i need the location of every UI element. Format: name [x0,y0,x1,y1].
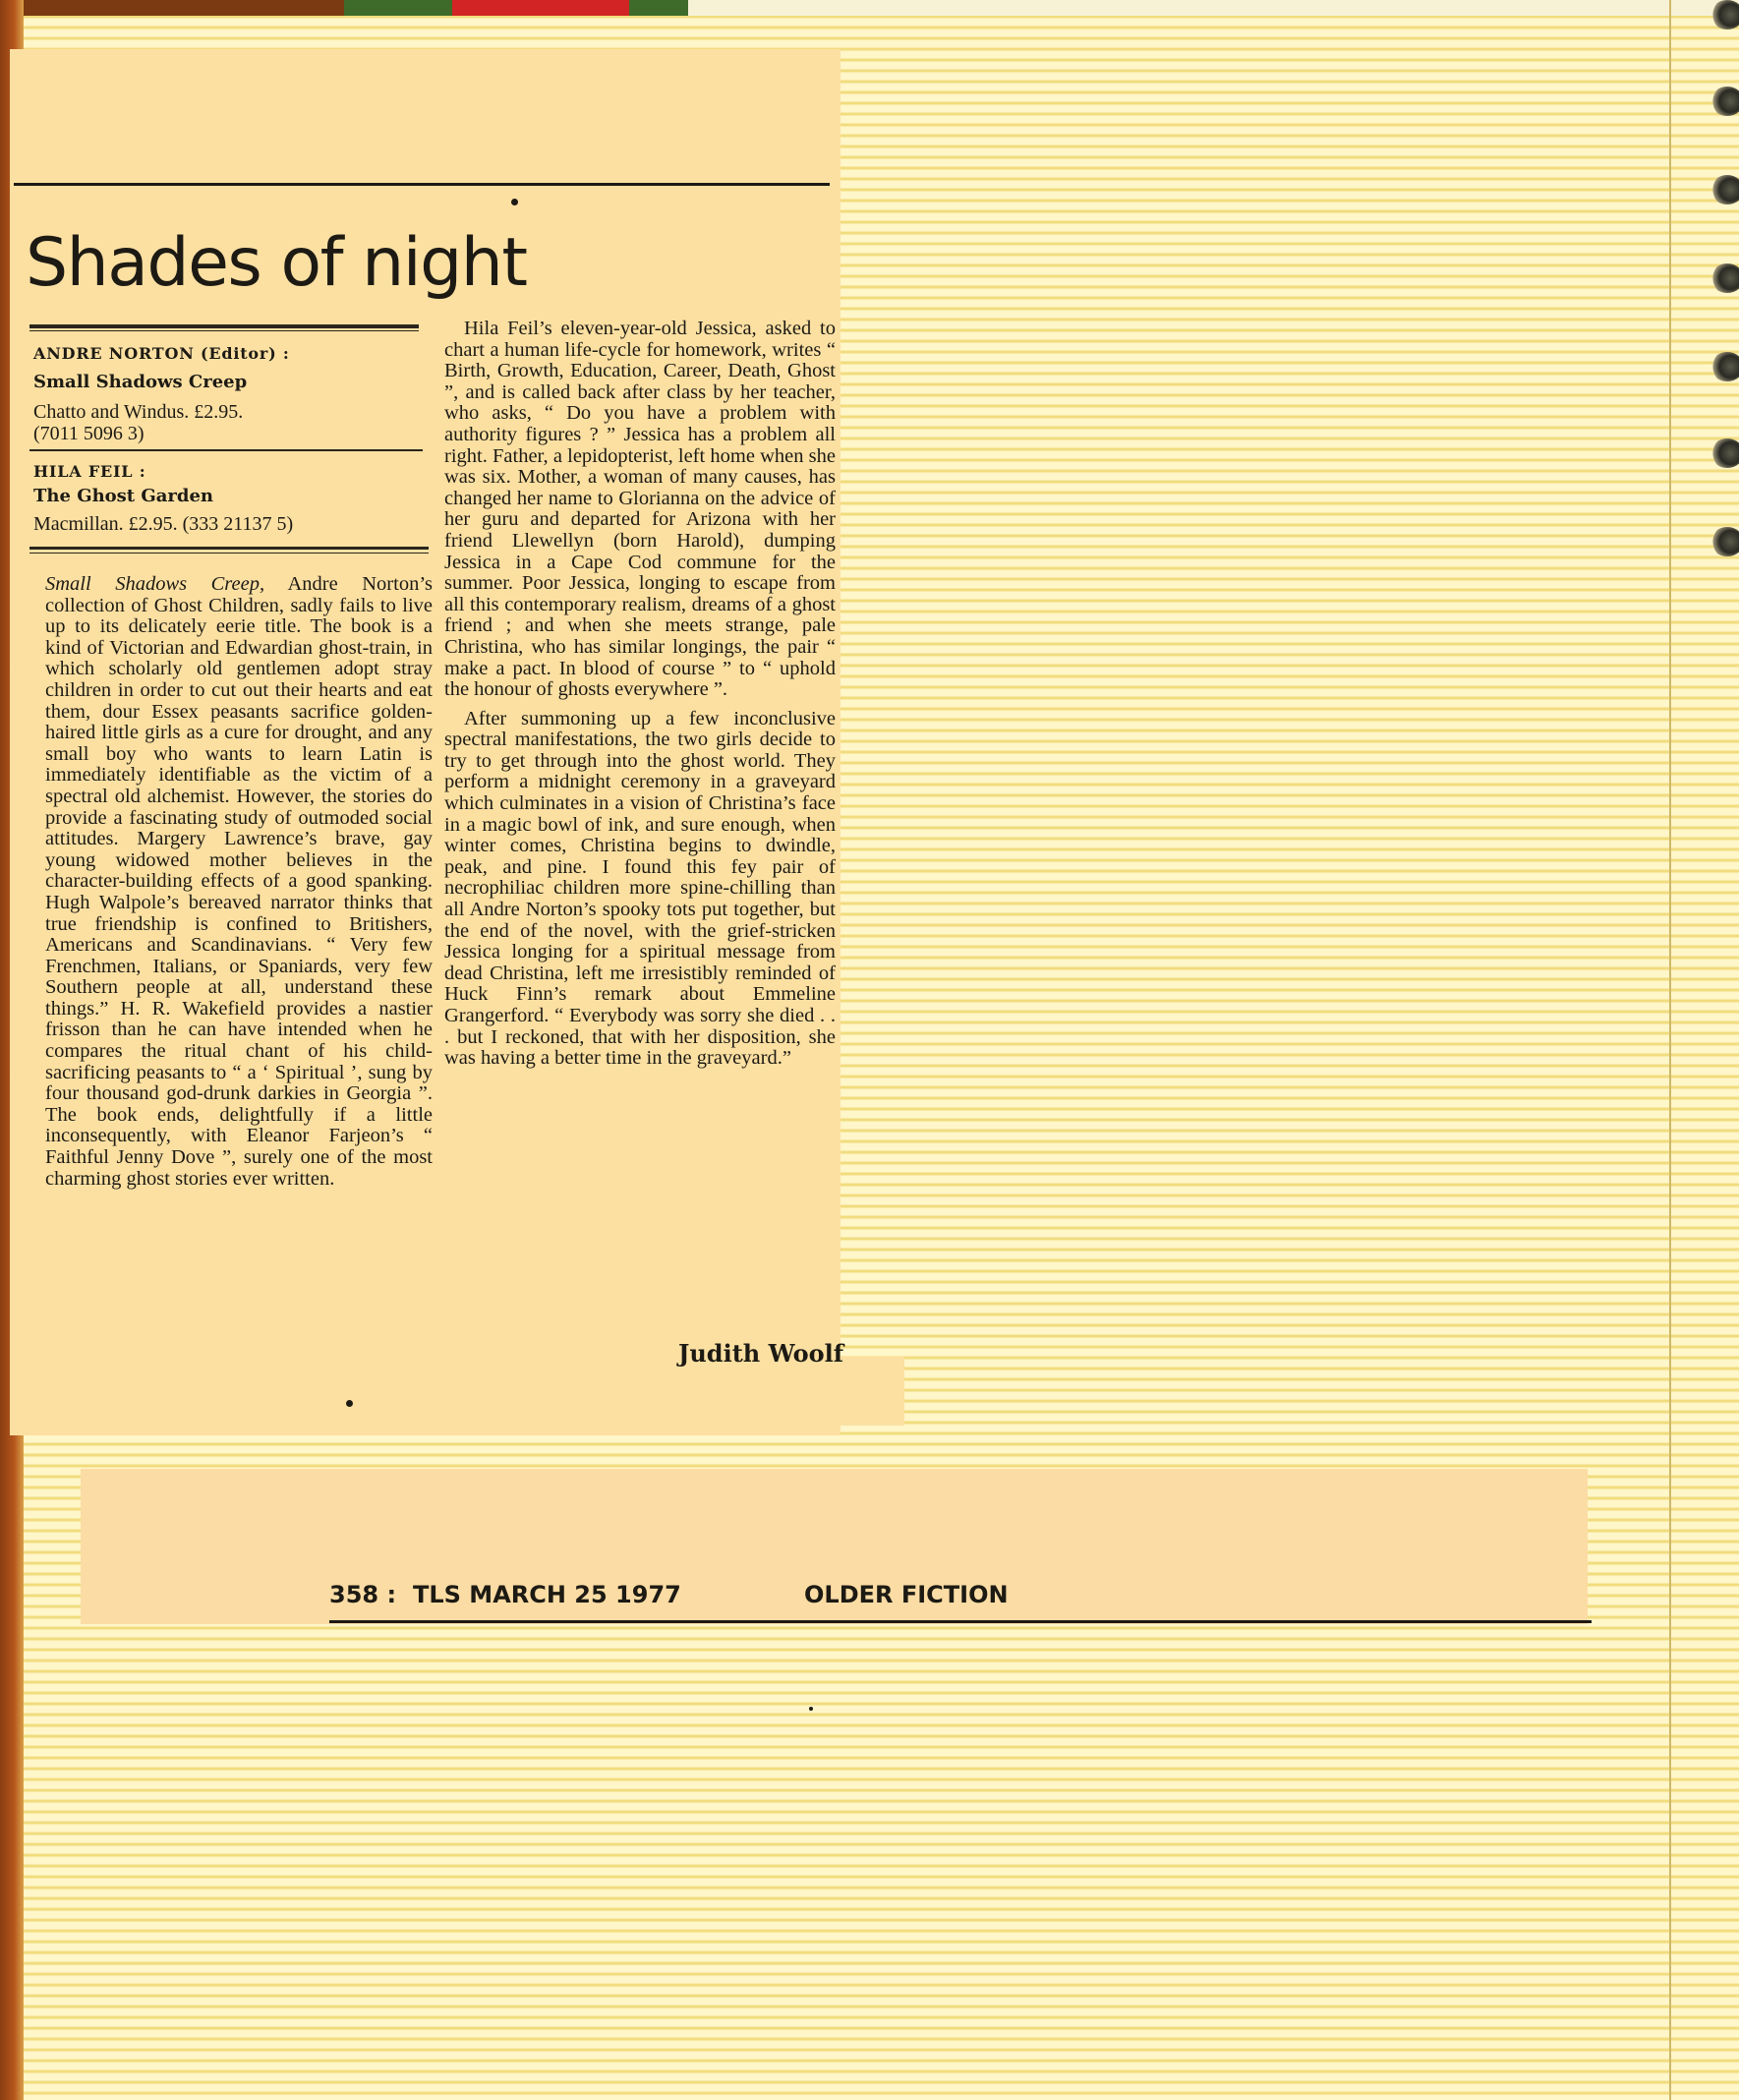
lead-book-title: Small Shadows Creep, [45,573,265,595]
bib-rule-bottom [29,547,429,550]
column-2 [444,319,836,1070]
top-edge-strip [0,0,1739,16]
bib-rule-middle [29,449,423,451]
binder-ring-icon [1710,352,1739,381]
column-1-text: Andre Norton’s collection of Ghost Children, sadly fails to live up to its delicately eerie title. The book is a kind of Victorian and Edwardian ghost-train, in which scholarly old gentlemen adopt stray children in order to cut out their hearts and eat them, dour Essex peasants sacrifice golden-haired little girls as a cure for drought, and any small boy who wants to learn Latin is immediately identifiable as the victim of a spectral old alchemist. However, the stories do provide a fascinating study of outmoded social attitudes. Margery Lawrence’s brave, gay young widowed mother believes in the character-building effects of a good spanking. Hugh Walpole’s bereaved narrator thinks that true friendship is confined to Britishers, Americans and Scandinavians. “ Very few Frenchmen, Italians, or Spaniards, very few Southern people at all, understand these things.” H. R. Wakefield provides a nastier frisson than he can have intended when he compares the ritual chant of his child-sacrificing peasants to “ a ‘ Spiritual ’, sung by four thousand god-drunk darkies in Georgia ”. The book ends, delightfully if a little inconsequently, with Eleanor Farjeon’s “ Faithful Jenny Dove ”, surely one of the most charming ghost stories ever written. [45,573,433,1190]
binder-ring-icon [1710,263,1739,293]
book1-title: Small Shadows Creep [33,372,248,392]
book2-publisher: Macmillan. £2.95. (333 21137 5) [33,513,294,535]
book2-author: HILA FEIL : [33,462,146,481]
book1-isbn: (7011 5096 3) [33,423,145,444]
footer-rule [329,1620,1592,1623]
bib-rule-bottom-thin [29,553,429,554]
byline: Judith Woolf [678,1339,844,1368]
ink-speck [809,1707,813,1711]
binder-ring-icon [1710,175,1739,204]
book1-publisher: Chatto and Windus. £2.95. [33,401,244,423]
binder-ring-icon [1710,87,1739,116]
column-1-paragraph [45,574,433,1190]
publication-date: TLS MARCH 25 1977 [413,1581,681,1608]
binder-ring-icon [1710,438,1739,468]
column-2-paragraph-2: After summoning up a few inconclusive spectral manifestations, the two girls decide to try to get through into the ghost world. They perform a midnight ceremony in a graveyard which culminates in a vision of Christina’s face in a magic bowl of ink, and sure enough, when winter comes, Christina begins to dwindle, peak, and pine. I found this fey pair of necrophiliac children more spine-chilling than all Andre Norton’s spooky tots put together, but the end of the novel, with the grief-stricken Jessica longing for a spiritual message from dead Christina, left me irresistibly reminded of Huck Finn’s remark about Emmeline Grangerford. “ Everybody was sorry she died . . . but I reckoned, that with her disposition, she was having a better time in the graveyard.” [444,707,836,1070]
section-name: OLDER FICTION [804,1581,1009,1608]
ink-speck [511,199,518,205]
page-number: 358 : [329,1581,397,1608]
headline: Shades of night [26,224,527,302]
bib-rule-top [29,324,419,328]
binder-ring-icon [1710,0,1739,29]
column-2-paragraph-1: Hila Feil’s eleven-year-old Jessica, asked to chart a human life-cycle for homework, writes “ Birth, Growth, Education, Career, Death, Ghost ”, and is called back after class by her teacher, who asks, “ Do you have a problem with authority figures ? ” Jessica has a problem all right. Father, a lepidopterist, left home when she was six. Mother, a woman of many causes, has changed her name to Glorianna on the advice of her guru and departed for Arizona with her friend Llewellyn (born Harold), dumping Jessica in a Cape Cod commune for the summer. Poor Jessica, longing to escape from all this contemporary realism, dreams of a ghost friend ; and when she meets strange, pale Christina, who has similar longings, the pair “ make a pact. In blood of course ” to “ uphold the honour of ghosts everywhere ”. [444,318,836,701]
top-rule [14,183,830,186]
book1-author: ANDRE NORTON (Editor) : [33,344,290,363]
book2-title: The Ghost Garden [33,486,214,506]
bib-rule-top-thin [29,330,419,331]
margin-line [1669,0,1671,2100]
column-1 [45,574,433,1190]
ink-speck [346,1400,353,1407]
binder-ring-icon [1710,527,1739,556]
